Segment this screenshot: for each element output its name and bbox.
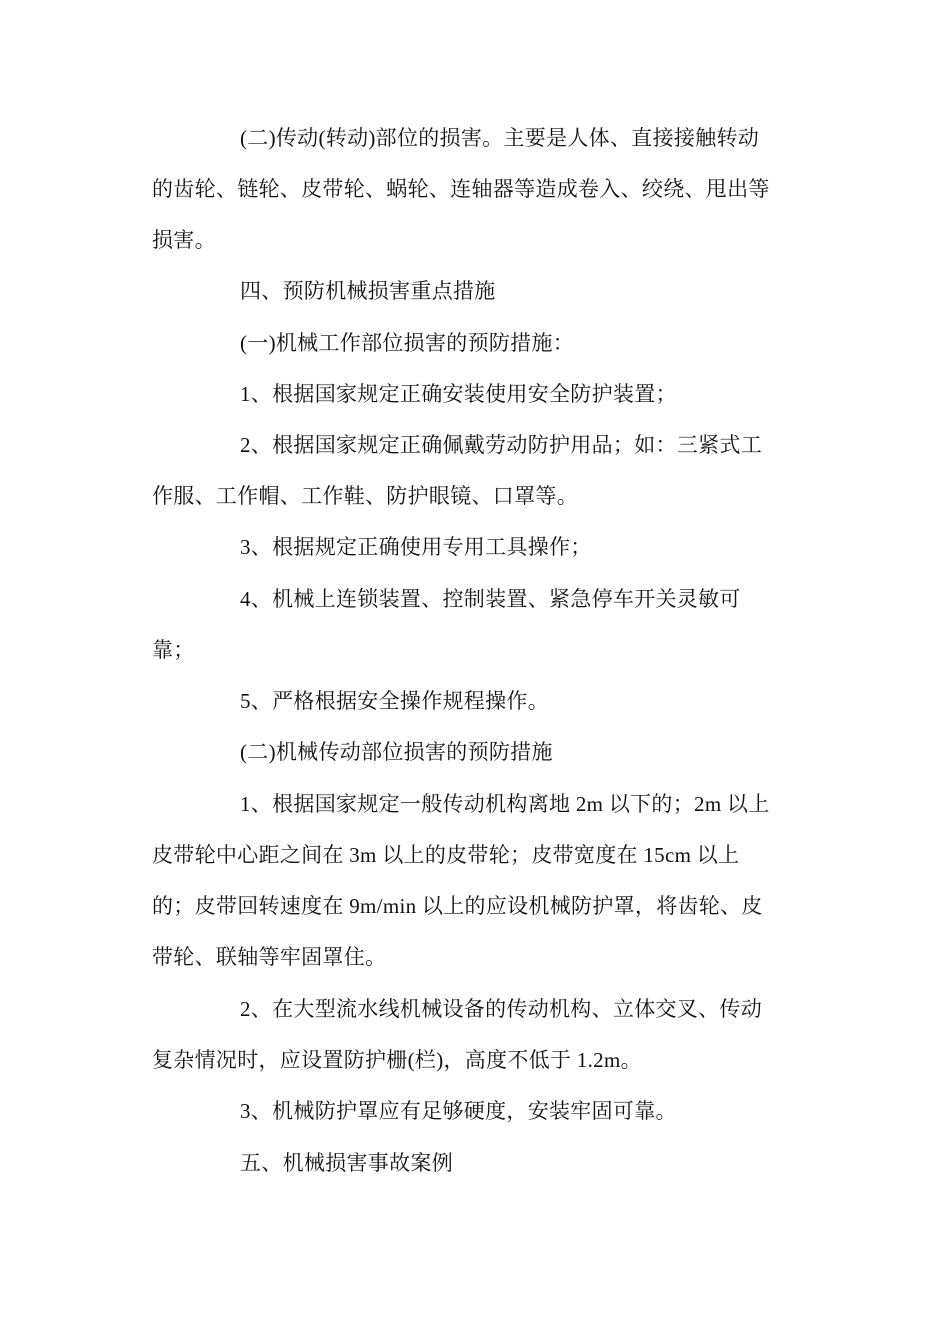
- subsection-heading: (二)机械传动部位损害的预防措施: [240, 740, 553, 764]
- list-item: 2、根据国家规定正确佩戴劳动防护用品；如：三紧式工: [240, 433, 762, 457]
- section-heading: 四、预防机械损害重点措施: [240, 279, 496, 303]
- list-item-continuation: 的；皮带回转速度在 9m/min 以上的应设机械防护罩，将齿轮、皮: [152, 894, 763, 918]
- paragraph-line: (二)传动(转动)部位的损害。主要是人体、直接接触转动: [240, 126, 760, 150]
- paragraph-line: 的齿轮、链轮、皮带轮、蜗轮、连轴器等造成卷入、绞绕、甩出等: [152, 177, 770, 201]
- list-item: 1、根据国家规定一般传动机构离地 2m 以下的；2m 以上: [240, 792, 770, 816]
- list-item-continuation: 复杂情况时，应设置防护栅(栏)，高度不低于 1.2m。: [152, 1048, 642, 1072]
- list-item: 4、机械上连锁装置、控制装置、紧急停车开关灵敏可: [240, 587, 741, 611]
- list-item: 1、根据国家规定正确安装使用安全防护装置；: [240, 382, 677, 406]
- section-heading: 五、机械损害事故案例: [240, 1151, 453, 1175]
- paragraph-line: 损害。: [152, 228, 216, 252]
- list-item-continuation: 作服、工作帽、工作鞋、防护眼镜、口罩等。: [152, 484, 578, 508]
- list-item: 5、严格根据安全操作规程操作。: [240, 689, 549, 713]
- list-item-continuation: 带轮、联轴等牢固罩住。: [152, 945, 387, 969]
- subsection-heading: (一)机械工作部位损害的预防措施：: [240, 331, 575, 355]
- list-item-continuation: 靠；: [152, 638, 195, 662]
- list-item-continuation: 皮带轮中心距之间在 3m 以上的皮带轮；皮带宽度在 15cm 以上: [152, 843, 740, 867]
- list-item: 3、根据规定正确使用专用工具操作；: [240, 535, 592, 559]
- list-item: 3、机械防护罩应有足够硬度，安装牢固可靠。: [240, 1099, 677, 1123]
- list-item: 2、在大型流水线机械设备的传动机构、立体交叉、传动: [240, 997, 762, 1021]
